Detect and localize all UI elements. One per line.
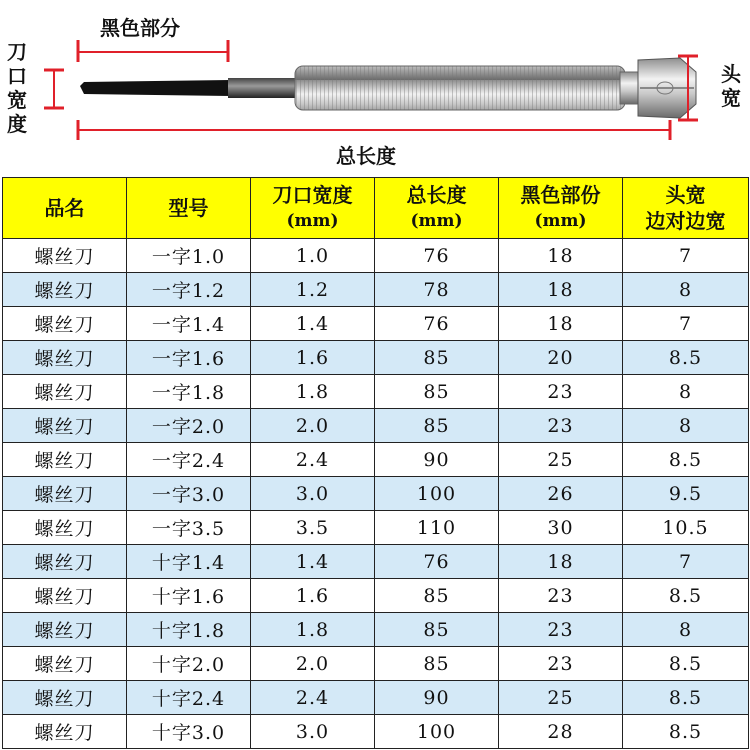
black-part-label: 黑色部分 bbox=[100, 16, 180, 40]
table-header bbox=[3, 178, 749, 239]
model-cell: 一字2.4 bbox=[127, 443, 251, 477]
silver-shaft bbox=[228, 78, 298, 98]
model-cell: 十字3.0 bbox=[127, 715, 251, 749]
product-name-cell: 螺丝刀 bbox=[3, 409, 127, 443]
product-name-cell: 螺丝刀 bbox=[3, 545, 127, 579]
column-header-label: 总长度 bbox=[406, 183, 467, 207]
column-header bbox=[375, 178, 499, 239]
model-cell: 一字1.0 bbox=[127, 239, 251, 273]
head-width-cell: 7 bbox=[623, 239, 749, 273]
table-row bbox=[3, 579, 749, 613]
column-header-label: 黑色部份 bbox=[520, 183, 601, 207]
product-name-cell: 螺丝刀 bbox=[3, 443, 127, 477]
column-header-label: 头宽 bbox=[665, 183, 706, 207]
column-header-label: 品名 bbox=[44, 196, 85, 220]
product-name-cell: 螺丝刀 bbox=[3, 341, 127, 375]
black-part-cell: 23 bbox=[499, 579, 623, 613]
table-row bbox=[3, 273, 749, 307]
table-row bbox=[3, 307, 749, 341]
blade-width-cell: 1.4 bbox=[251, 307, 375, 341]
column-header-sublabel: (mm) bbox=[410, 211, 463, 231]
product-name-cell: 螺丝刀 bbox=[3, 715, 127, 749]
blade-width-cell: 1.6 bbox=[251, 579, 375, 613]
total-length-cell: 85 bbox=[375, 613, 499, 647]
table-row bbox=[3, 715, 749, 749]
blade-width-cell: 1.2 bbox=[251, 273, 375, 307]
black-part-cell: 20 bbox=[499, 341, 623, 375]
total-length-cell: 85 bbox=[375, 409, 499, 443]
black-part-cell: 18 bbox=[499, 239, 623, 273]
total-length-cell: 78 bbox=[375, 273, 499, 307]
product-name-cell: 螺丝刀 bbox=[3, 239, 127, 273]
blade-width-cell: 1.6 bbox=[251, 341, 375, 375]
total-length-cell: 85 bbox=[375, 579, 499, 613]
blade-width-cell: 1.4 bbox=[251, 545, 375, 579]
blade-width-cell: 1.8 bbox=[251, 375, 375, 409]
screwdriver-diagram bbox=[0, 0, 750, 175]
blade-width-cell: 2.4 bbox=[251, 443, 375, 477]
black-part-cell: 18 bbox=[499, 273, 623, 307]
blade-width-cell: 3.0 bbox=[251, 715, 375, 749]
header-row bbox=[3, 178, 749, 239]
column-header bbox=[499, 178, 623, 239]
column-header-sublabel: (mm) bbox=[534, 211, 587, 231]
head-width-cell: 8 bbox=[623, 613, 749, 647]
head-width-cell: 7 bbox=[623, 545, 749, 579]
head-width-cell: 8 bbox=[623, 409, 749, 443]
table-body bbox=[3, 239, 749, 749]
blade-width-cell: 1.8 bbox=[251, 613, 375, 647]
model-cell: 十字1.4 bbox=[127, 545, 251, 579]
total-length-cell: 90 bbox=[375, 681, 499, 715]
model-cell: 十字2.4 bbox=[127, 681, 251, 715]
total-length-cell: 90 bbox=[375, 443, 499, 477]
table-row bbox=[3, 613, 749, 647]
blade-width-cell: 3.0 bbox=[251, 477, 375, 511]
black-part-cell: 26 bbox=[499, 477, 623, 511]
black-part-cell: 23 bbox=[499, 409, 623, 443]
black-part-cell: 23 bbox=[499, 613, 623, 647]
black-part-cell: 28 bbox=[499, 715, 623, 749]
head-width-cell: 8.5 bbox=[623, 579, 749, 613]
head-width-cell: 8.5 bbox=[623, 647, 749, 681]
product-name-cell: 螺丝刀 bbox=[3, 375, 127, 409]
total-length-cell: 100 bbox=[375, 715, 499, 749]
blade-width-cell: 2.0 bbox=[251, 647, 375, 681]
black-part-cell: 25 bbox=[499, 681, 623, 715]
head-width-cell: 8.5 bbox=[623, 341, 749, 375]
black-tip bbox=[80, 80, 230, 96]
model-cell: 一字1.6 bbox=[127, 341, 251, 375]
total-length-cell: 76 bbox=[375, 239, 499, 273]
column-header bbox=[3, 178, 127, 239]
total-length-label: 总长度 bbox=[336, 144, 396, 168]
table-row bbox=[3, 477, 749, 511]
head-width-label: 头宽 bbox=[721, 62, 741, 110]
total-length-cell: 110 bbox=[375, 511, 499, 545]
column-header-label: 型号 bbox=[168, 196, 209, 220]
table-row bbox=[3, 511, 749, 545]
model-cell: 一字1.2 bbox=[127, 273, 251, 307]
total-length-cell: 76 bbox=[375, 545, 499, 579]
model-cell: 十字2.0 bbox=[127, 647, 251, 681]
head-width-cell: 9.5 bbox=[623, 477, 749, 511]
model-cell: 一字1.4 bbox=[127, 307, 251, 341]
black-part-cell: 18 bbox=[499, 545, 623, 579]
product-name-cell: 螺丝刀 bbox=[3, 307, 127, 341]
table-row bbox=[3, 681, 749, 715]
spec-table bbox=[2, 177, 749, 749]
blade-width-cell: 3.5 bbox=[251, 511, 375, 545]
product-name-cell: 螺丝刀 bbox=[3, 273, 127, 307]
table-row bbox=[3, 341, 749, 375]
product-name-cell: 螺丝刀 bbox=[3, 613, 127, 647]
model-cell: 一字1.8 bbox=[127, 375, 251, 409]
column-header bbox=[623, 178, 749, 239]
table-row bbox=[3, 375, 749, 409]
head-width-cell: 10.5 bbox=[623, 511, 749, 545]
head-width-cell: 8 bbox=[623, 273, 749, 307]
blade-width-label: 刀口宽度 bbox=[7, 40, 27, 136]
product-name-cell: 螺丝刀 bbox=[3, 579, 127, 613]
knurled-handle bbox=[295, 66, 625, 110]
black-part-cell: 23 bbox=[499, 375, 623, 409]
black-part-cell: 25 bbox=[499, 443, 623, 477]
table-row bbox=[3, 545, 749, 579]
product-name-cell: 螺丝刀 bbox=[3, 681, 127, 715]
total-length-cell: 85 bbox=[375, 375, 499, 409]
black-part-cell: 18 bbox=[499, 307, 623, 341]
table-row bbox=[3, 239, 749, 273]
product-name-cell: 螺丝刀 bbox=[3, 647, 127, 681]
product-name-cell: 螺丝刀 bbox=[3, 511, 127, 545]
total-length-cell: 85 bbox=[375, 647, 499, 681]
total-length-cell: 85 bbox=[375, 341, 499, 375]
model-cell: 一字3.5 bbox=[127, 511, 251, 545]
blade-width-cell: 2.4 bbox=[251, 681, 375, 715]
head-width-cell: 7 bbox=[623, 307, 749, 341]
model-cell: 一字2.0 bbox=[127, 409, 251, 443]
column-header-sublabel: (mm) bbox=[286, 211, 339, 231]
head-width-cell: 8.5 bbox=[623, 681, 749, 715]
model-cell: 十字1.6 bbox=[127, 579, 251, 613]
model-cell: 十字1.8 bbox=[127, 613, 251, 647]
column-header bbox=[127, 178, 251, 239]
head-width-cell: 8 bbox=[623, 375, 749, 409]
head-width-cell: 8.5 bbox=[623, 715, 749, 749]
black-part-cell: 23 bbox=[499, 647, 623, 681]
blade-width-cell: 2.0 bbox=[251, 409, 375, 443]
collar bbox=[620, 72, 638, 104]
head-width-cell: 8.5 bbox=[623, 443, 749, 477]
table-row bbox=[3, 443, 749, 477]
model-cell: 一字3.0 bbox=[127, 477, 251, 511]
table-row bbox=[3, 647, 749, 681]
column-header-label: 刀口宽度 bbox=[272, 183, 353, 207]
total-length-cell: 100 bbox=[375, 477, 499, 511]
table-row bbox=[3, 409, 749, 443]
column-header-sublabel: 边对边宽 bbox=[645, 209, 726, 233]
blade-width-cell: 1.0 bbox=[251, 239, 375, 273]
black-part-cell: 30 bbox=[499, 511, 623, 545]
total-length-cell: 76 bbox=[375, 307, 499, 341]
product-name-cell: 螺丝刀 bbox=[3, 477, 127, 511]
column-header bbox=[251, 178, 375, 239]
